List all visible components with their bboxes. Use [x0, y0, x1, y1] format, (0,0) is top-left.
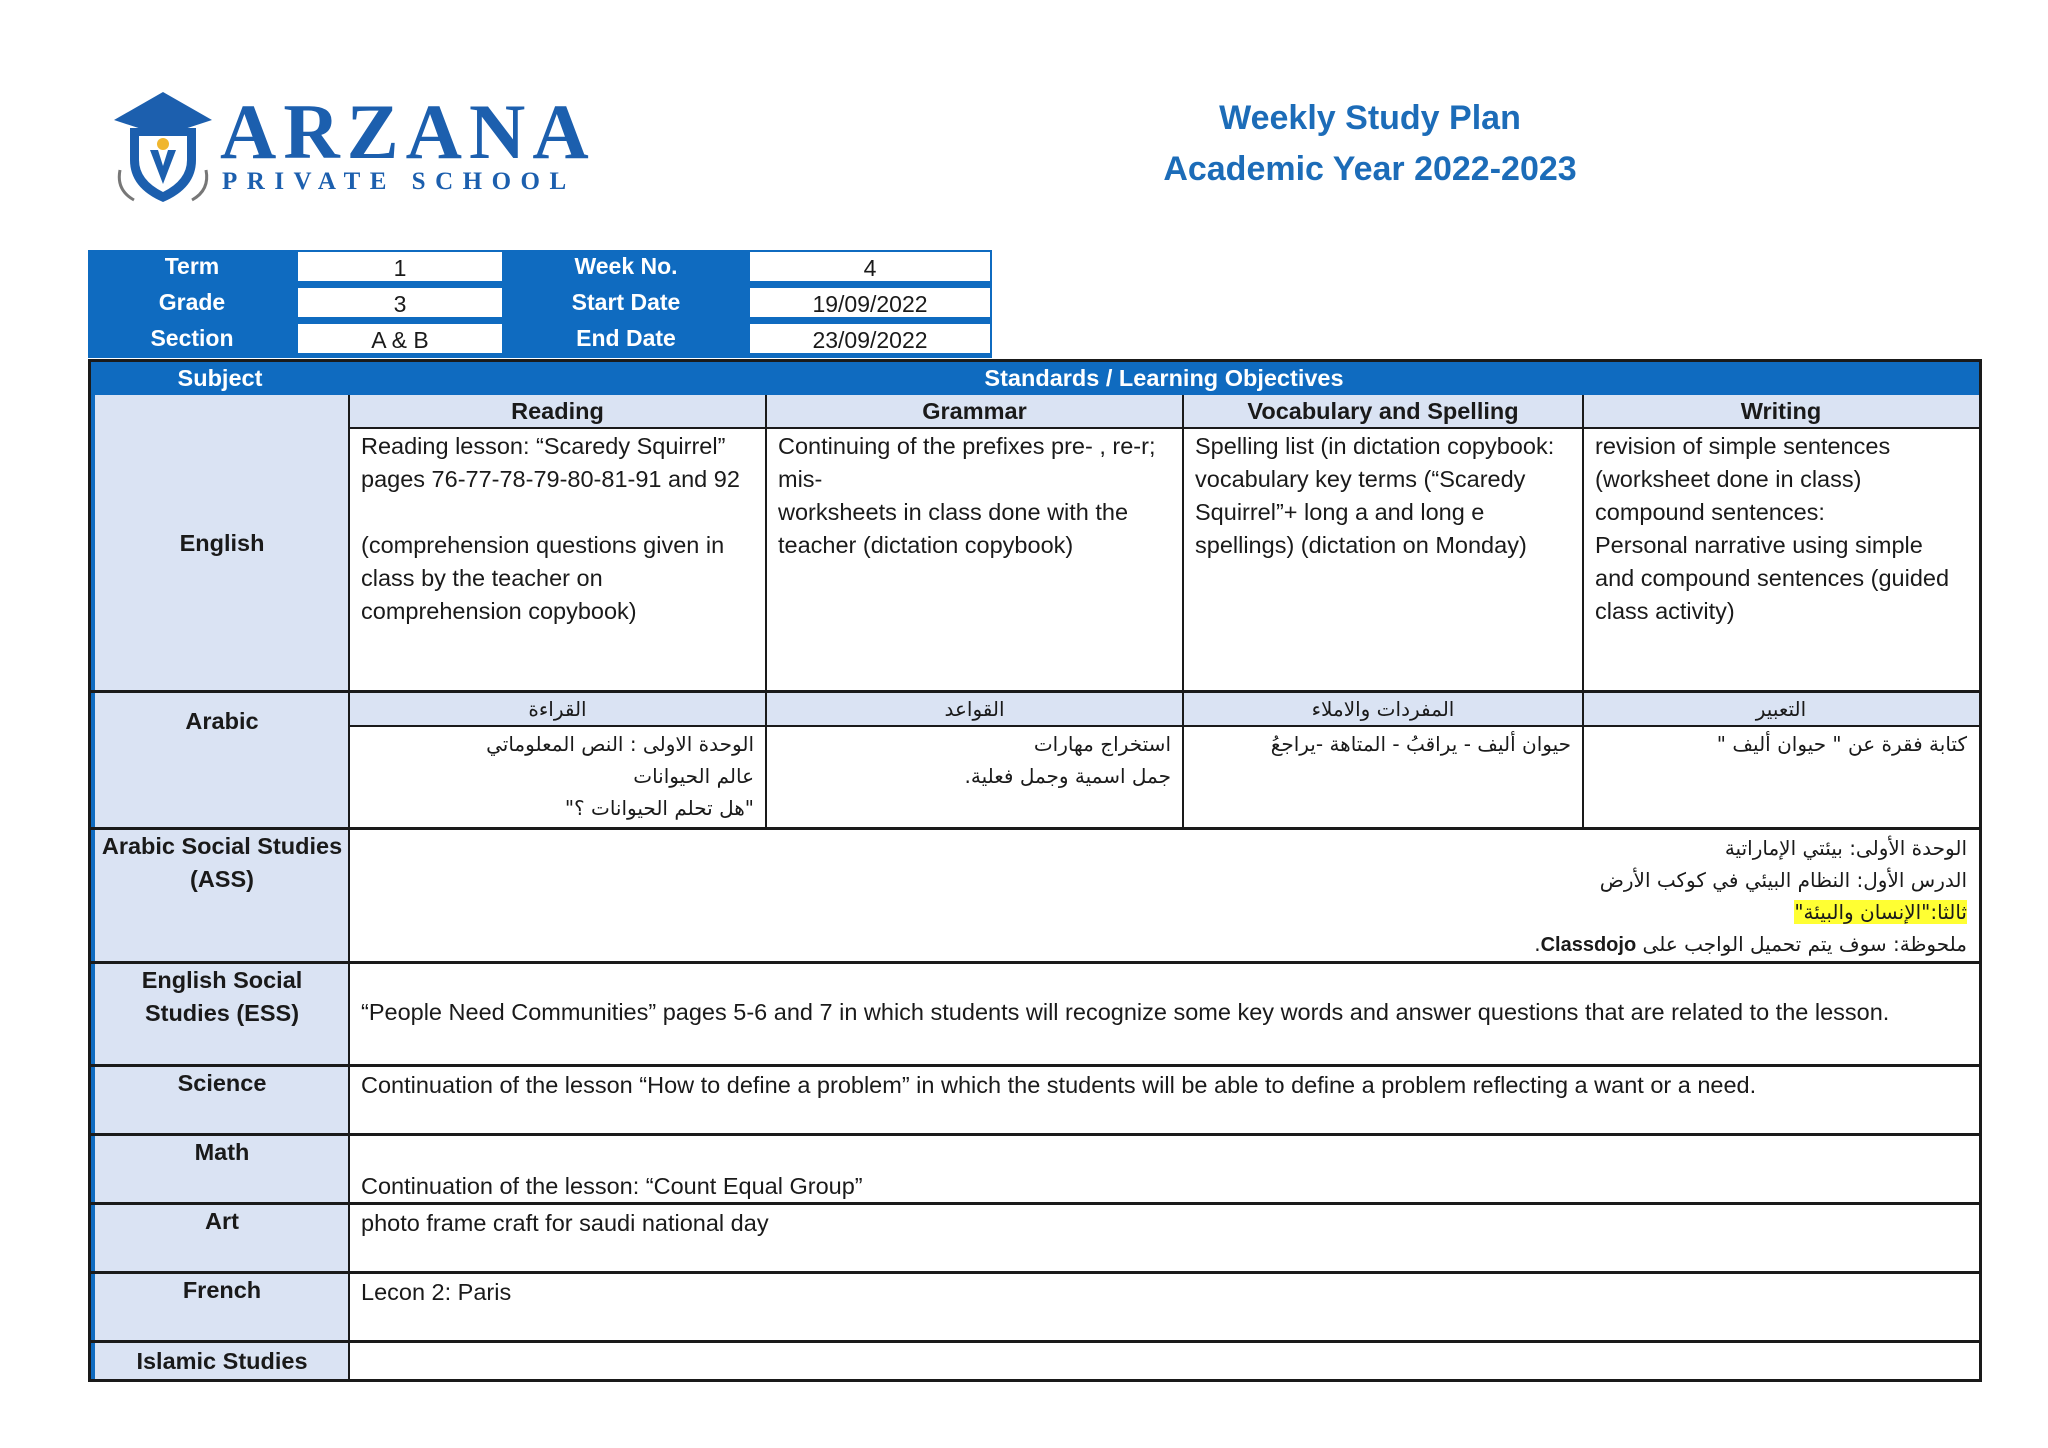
subject-ass: Arabic Social Studies (ASS) — [91, 830, 349, 961]
grid-line — [1582, 395, 1584, 827]
school-crest-icon — [112, 90, 214, 206]
grid-line — [348, 395, 350, 1379]
week-label: Week No. — [574, 253, 678, 279]
ass-line-4-text: ملحوظة: سوف يتم تحميل الواجب على — [1642, 932, 1967, 956]
term-value: 1 — [296, 250, 504, 283]
subject-science: Science — [91, 1067, 349, 1133]
subject-islamic: Islamic Studies — [91, 1343, 349, 1379]
english-vocabulary-text: Spelling list (in dictation copybook: vocabulary key terms (“Scaredy Squirrel”+ long a and long e spellings) (dictation on Monday) — [1195, 433, 1555, 558]
english-col-grammar: Grammar — [766, 395, 1183, 427]
end-date-value: 23/09/2022 — [748, 322, 992, 355]
subject-arabic: Arabic — [91, 693, 349, 827]
ass-line-3: ثالثا:"الإنسان والبيئة" — [1794, 900, 1967, 924]
arabic-writing-text: كتابة فقرة عن " حيوان أليف " — [1716, 732, 1967, 756]
subject-math: Math — [91, 1136, 349, 1202]
subject-ess: English Social Studies (ESS) — [91, 964, 349, 1064]
start-date-value: 19/09/2022 — [748, 286, 992, 319]
french-text: Lecon 2: Paris — [361, 1279, 512, 1305]
grid-line — [91, 1202, 1979, 1205]
art-text: photo frame craft for saudi national day — [361, 1210, 769, 1236]
grid-line — [91, 1340, 1979, 1343]
academic-year: Academic Year 2022-2023 — [1163, 150, 1577, 188]
ass-content — [349, 830, 1979, 961]
grid-line — [91, 1133, 1979, 1136]
classdojo-label: Classdojo — [1540, 934, 1637, 956]
term-label: Term — [164, 253, 220, 279]
ess-text: “People Need Communities” pages 5-6 and 7 in which students will recognize some key words and answer questions that are related to the lesson. — [361, 999, 1890, 1025]
arabic-grammar-text: استخراج مهارات جمل اسمية وجمل فعلية. — [964, 732, 1171, 788]
science-text: Continuation of the lesson “How to define a problem” in which the students will be able to define a problem reflecting a want or a need. — [361, 1072, 1757, 1098]
objectives-header: Standards / Learning Objectives — [349, 362, 1979, 395]
arabic-col-vocabulary: المفردات والاملاء — [1183, 693, 1583, 725]
grid-line — [349, 725, 1979, 727]
grid-line — [765, 395, 767, 827]
english-col-reading: Reading — [349, 395, 766, 427]
english-col-vocabulary: Vocabulary and Spelling — [1183, 395, 1583, 427]
subject-header: Subject — [91, 362, 349, 395]
english-col-writing: Writing — [1583, 395, 1979, 427]
school-subtitle: PRIVATE SCHOOL — [222, 168, 576, 195]
arabic-col-grammar: القواعد — [766, 693, 1183, 725]
ass-line-3-wrap — [361, 896, 1967, 928]
ass-line-4-end: . — [1534, 932, 1541, 956]
start-date-label: Start Date — [571, 289, 681, 315]
ass-line-4 — [361, 928, 1967, 961]
subject-french: French — [91, 1274, 349, 1340]
arabic-vocabulary-text: حيوان أليف - يراقبُ - المتاهة -يراجعُ — [1270, 732, 1571, 756]
grade-value: 3 — [296, 286, 504, 319]
grid-line — [349, 427, 1979, 429]
grid-line — [91, 827, 1979, 830]
grid-line — [91, 961, 1979, 964]
section-value: A & B — [296, 322, 504, 355]
subject-art: Art — [91, 1205, 349, 1271]
grid-line — [91, 690, 1979, 693]
grid-line — [91, 1271, 1979, 1274]
ass-line-1: الوحدة الأولى: بيئتي الإماراتية — [1724, 836, 1967, 860]
math-text: Continuation of the lesson: “Count Equal Group” — [361, 1173, 863, 1199]
study-plan-table — [88, 359, 1982, 1382]
english-grammar-text: Continuing of the prefixes pre- , re-r; mis- worksheets in class done with the teacher (dictation copybook) — [778, 433, 1156, 558]
arabic-col-writing: التعبير — [1583, 693, 1979, 725]
plan-info-block — [88, 250, 992, 358]
english-writing-text: revision of simple sentences (worksheet done in class) compound sentences: Personal narrative using simple and compound sentences (guided class activity) — [1595, 433, 1950, 624]
school-logo — [112, 88, 596, 206]
plan-title: Weekly Study Plan — [1219, 99, 1521, 137]
arabic-col-reading: القراءة — [349, 693, 766, 725]
end-date-label: End Date — [576, 325, 676, 351]
grid-line — [91, 1064, 1979, 1067]
arabic-reading-text: الوحدة الاولى : النص المعلوماتي عالم الحيوانات "هل تحلم الحيوانات ؟" — [486, 732, 754, 820]
grade-label: Grade — [158, 289, 226, 315]
week-value: 4 — [748, 250, 992, 283]
subject-english: English — [91, 395, 349, 691]
islamic-text — [349, 1343, 1979, 1379]
section-label: Section — [150, 325, 234, 351]
grid-line — [1182, 395, 1184, 827]
english-reading-text: Reading lesson: “Scaredy Squirrel” pages 76-77-78-79-80-81-91 and 92 (comprehension questions given in class by the teacher on comprehension copybook) — [361, 433, 740, 624]
school-name: ARZANA — [220, 88, 596, 175]
ass-line-2: الدرس الأول: النظام البيئي في كوكب الأرض — [1599, 868, 1967, 892]
